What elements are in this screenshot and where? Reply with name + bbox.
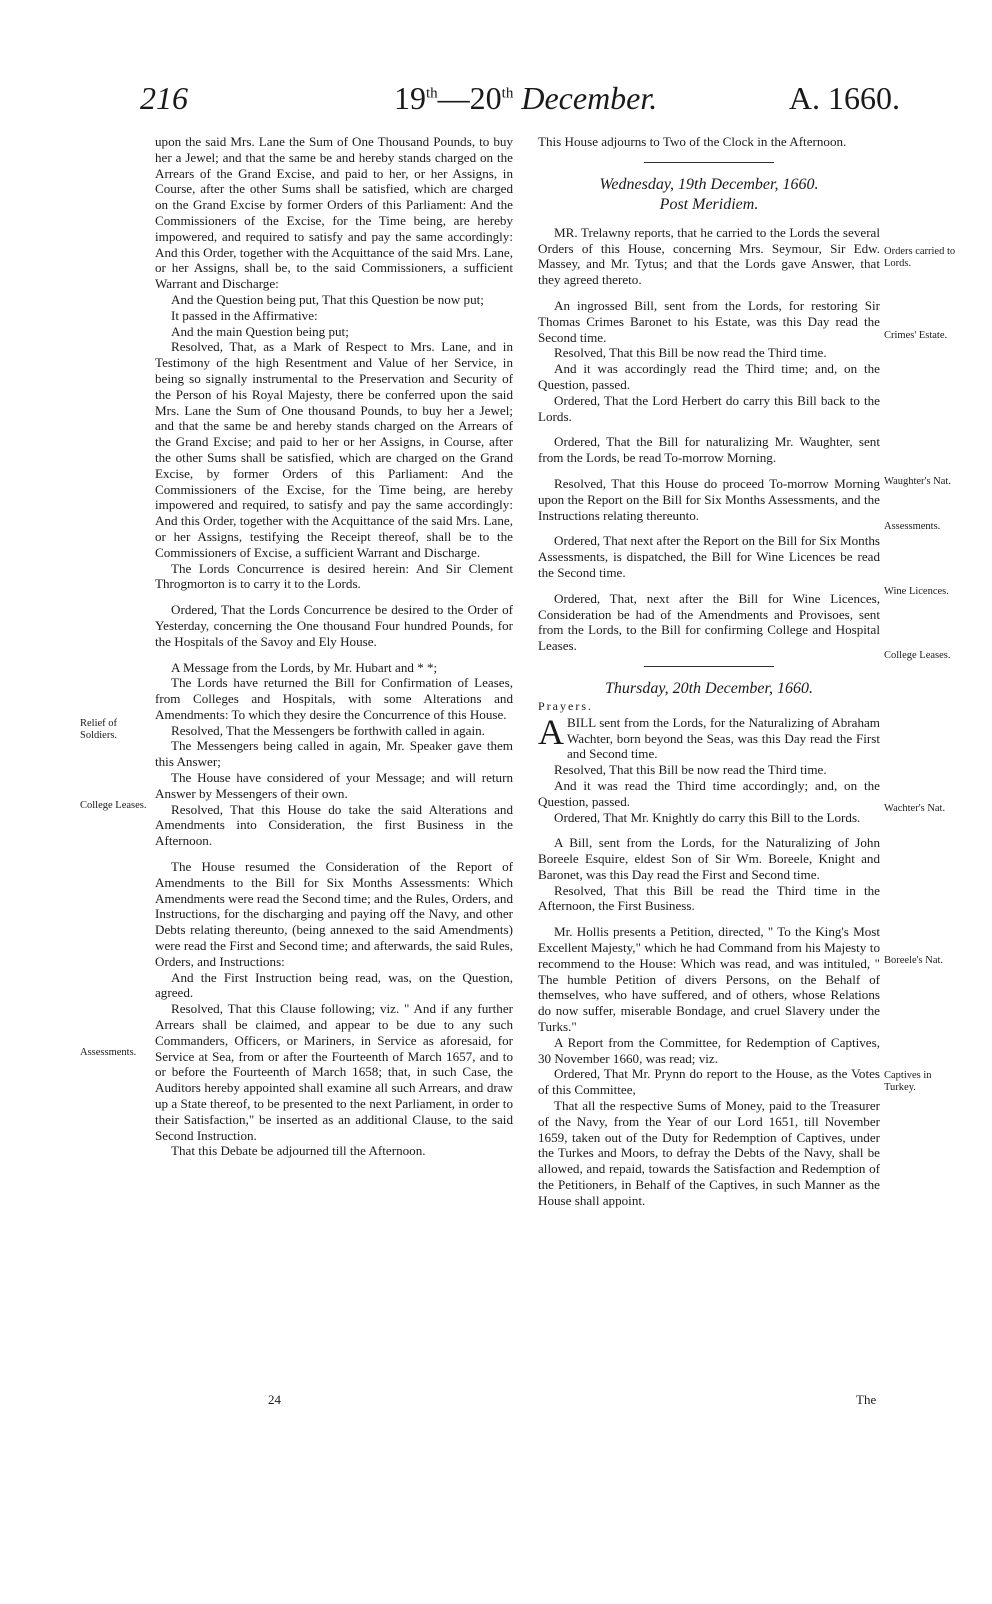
section-rule xyxy=(644,162,774,163)
paragraph-text: BILL sent from the Lords, for the Naturalizing of Abraham Wachter, born beyond the Seas, was this Day read the First and Second time. xyxy=(567,714,880,762)
date-day-2: 20 xyxy=(469,80,502,116)
catchword: The xyxy=(856,1392,877,1407)
paragraph: And the main Question being put; xyxy=(171,323,349,339)
paragraph: Ordered, That Mr. Prynn do report to the House, as the Votes of this Committee, xyxy=(538,1066,880,1098)
margin-note: Relief of Soldiers. xyxy=(80,718,118,741)
margin-note: Assessments. xyxy=(80,1047,137,1058)
header-dates xyxy=(394,80,657,117)
paragraph: And it was read the Third time accordingly; and, on the Question, passed. xyxy=(538,777,880,809)
paragraph: MR. Trelawny reports, that he carried to the Lords the several Orders of this House, concerning Mrs. Seymour, Sir Edw. Massey, and Mr. Tytus; and that the Lords gave Answer, that they agreed thereto. xyxy=(538,224,880,288)
sitting-heading: Wednesday, 19th December, 1660. xyxy=(599,175,819,193)
paragraph: It passed in the Affirmative: xyxy=(171,307,318,323)
paragraph: Resolved, That this Bill be read the Third time in the Afternoon, the First Business. xyxy=(538,882,880,914)
paragraph: The House resumed the Consideration of the Report of Amendments to the Bill for Six Months Assessments: Which Amendments were read the Second time; and the Rules, Orders, and Instructions, for the discharging and paying off the Navy, and other Debts relating thereunto, (being annexed to the said Amendments) were read the First and Second time; and afterwards, the said Rules, Orders, and Instructions: xyxy=(155,859,513,969)
right-column xyxy=(538,134,880,1209)
paragraph: Resolved, That this Bill be now read the Third time. xyxy=(554,762,827,778)
paragraph: A Message from the Lords, by Mr. Hubart and * *; xyxy=(171,659,438,675)
date-day-1: 19 xyxy=(394,80,426,116)
paragraph: That all the respective Sums of Money, paid to the Treasurer of the Navy, from the Year of our Lord 1651, till November 1659, taken out of the Duty for Redemption of Captives, under the Turkes and Moors, to defray the Debts of the Navy, shall be allowed, and repaid, towards the Satisfaction and Redemption of the Petitioners, in Behalf of the Captives, in such Manner as the House shall appoint. xyxy=(538,1098,880,1208)
paragraph: Mr. Hollis presents a Petition, directed, " To the King's Most Excellent Majesty," which he had Command from his Majesty to recommend to the House: Which was read, and was intituled, " The humble Petition of divers Persons, on the Behalf of themselves, who have suffered, and of others, whose Relations do now suffer, miserable Bondage, and cruel Slavery under the Turks." xyxy=(538,924,880,1035)
paragraph: Ordered, That, next after the Bill for Wine Licences, Consideration be had of the Amendments and Provisoes, sent from the Lords, to the Bill for confirming College and Hospital Leases. xyxy=(538,590,880,654)
paragraph: The Messengers being called in again, Mr. Speaker gave them this Answer; xyxy=(155,738,513,770)
margin-note: Waughter's Nat. xyxy=(884,476,951,487)
paragraph: Resolved, That this House do take the said Alterations and Amendments into Consideration, the first Business in the Afternoon. xyxy=(155,801,513,849)
date-separator: — xyxy=(437,80,470,116)
date-sup-2: th xyxy=(501,85,514,102)
paragraph: And the Question being put, That this Question be now put; xyxy=(171,291,484,307)
paragraph: The House have considered of your Message; and will return Answer by Messengers of their own. xyxy=(155,770,513,801)
paragraph: Ordered, That next after the Report on the Bill for Six Months Assessments, is dispatched, the Bill for Wine Licences be read the Second time. xyxy=(538,533,880,580)
paragraph: Ordered, That the Bill for naturalizing Mr. Waughter, sent from the Lords, be read To-morrow Morning. xyxy=(538,434,880,466)
margin-note: College Leases. xyxy=(80,800,147,811)
paragraph: And the First Instruction being read, was, on the Question, agreed. xyxy=(155,969,513,1001)
paragraph: Resolved, That, as a Mark of Respect to Mrs. Lane, and in Testimony of the high Resentment and Value of her Service, in being so signally instrumental to the Preservation and Security of the Person of his Royal Majesty, there be conferred upon the said Mrs. Lane the Sum of One thousand Pounds, to buy her a Jewel; and that the same be and hereby stands charged on the Arrears of the Grand Excise; and paid to her or her Assigns, in Course, after the other Sums shall be satisfied, which are charged on the Grand Excise, by former Orders of this Parliament: And the Commissioners of the Excise, for the Time being, are hereby impowered and required, to satisfy and pay the same accordingly: And this Order, together with the Acquittance of the said Mrs. Lane, or her Assigns, testifying the Receipt thereof, shall be to the Commissioners of Excise, a sufficient Warrant and Discharge. xyxy=(155,339,513,560)
paragraph: An ingrossed Bill, sent from the Lords, for restoring Sir Thomas Crimes Baronet to his Estate, was this Day read the Second time. xyxy=(538,297,880,345)
sitting-heading: Thursday, 20th December, 1660. xyxy=(605,679,813,697)
date-month: December. xyxy=(521,80,658,116)
paragraph: Resolved, That this House do proceed To-morrow Morning upon the Report on the Bill for Six Months Assessments, and the Instructions relating thereunto. xyxy=(538,475,880,523)
paragraph: This House adjourns to Two of the Clock in the Afternoon. xyxy=(538,134,847,149)
margin-note: Wachter's Nat. xyxy=(884,803,946,814)
margin-note: Captives in Turkey. xyxy=(884,1070,932,1093)
paragraph: Ordered, That the Lords Concurrence be desired to the Order of Yesterday, concerning the One thousand Four hundred Pounds, for the Hospitals of the Savoy and Ely House. xyxy=(155,602,513,649)
drop-cap: A xyxy=(538,711,564,752)
section-rule xyxy=(644,666,774,667)
paragraph: And it was accordingly read the Third time; and, on the Question, passed. xyxy=(538,361,880,392)
page-header xyxy=(140,80,900,124)
margin-note: Crimes' Estate. xyxy=(884,330,948,341)
paragraph: upon the said Mrs. Lane the Sum of One Thousand Pounds, to buy her a Jewel; and that the same be and hereby stands charged on the Arrears of the Grand Excise, and paid to her, or her Assigns, in Course, after the other Sums shall be satisfied, which are charged on the Grand Excise by former Orders of this Parliament: And the Commissioners of the Excise, for the Time being, are hereby impowered, and required to satisfy and pay the same accordingly: And this Order, together with the Acquittance of the said Mrs. Lane, or her Assigns, shall be, to the said Commissioners, a sufficient Warrant and Discharge: xyxy=(155,134,513,292)
margin-note: Boreele's Nat. xyxy=(884,955,944,966)
paragraph: Ordered, That the Lord Herbert do carry this Bill back to the Lords. xyxy=(538,392,880,424)
margin-note: Wine Licences. xyxy=(884,586,949,597)
paragraph: A Bill, sent from the Lords, for the Naturalizing of John Boreele Esquire, eldest Son of Sir Wm. Boreele, Knight and Baronet, was this Day read the First and Second time. xyxy=(538,835,880,882)
paragraph: Resolved, That the Messengers be forthwith called in again. xyxy=(171,722,485,738)
paragraph: Ordered, That Mr. Knightly do carry this Bill to the Lords. xyxy=(554,809,861,825)
date-sup-1: th xyxy=(426,85,438,102)
margin-note: Assessments. xyxy=(884,521,941,532)
paragraph xyxy=(538,711,880,762)
margin-note: College Leases. xyxy=(884,650,951,661)
paragraph: The Lords have returned the Bill for Confirmation of Leases, from Colleges and Hospitals, with some Alterations and Amendments: To which they desire the Concurrence of this House. xyxy=(155,675,513,722)
paragraph: Resolved, That this Clause following; viz. " And if any further Arrears shall be claimed, and appear to be due to any such Commanders, Officers, or Mariners, in Service as aforesaid, for Service at Sea, from or after the Fourteenth of March 1657, and to or before the Fourteenth of March 1658; that, in such Case, the Auditors hereby appointed shall examine all such Arrears, and draw up a State thereof, to be presented to the next Parliament, in order to their Satisfaction," be inserted as an additional Clause, to the said Second Instruction. xyxy=(155,1001,513,1143)
paragraph: Resolved, That this Bill be now read the Third time. xyxy=(554,345,827,361)
paragraph: A Report from the Committee, for Redemption of Captives, 30 November 1660, was read; viz. xyxy=(538,1034,880,1066)
sitting-subheading: Post Meridiem. xyxy=(659,195,759,213)
prayers-heading: Prayers. xyxy=(538,698,593,713)
signature-mark: 24 xyxy=(268,1392,281,1407)
paragraph: The Lords Concurrence is desired herein: And Sir Clement Throgmorton is to carry it to the Lords. xyxy=(155,560,513,592)
header-year: A. 1660. xyxy=(788,80,900,116)
margin-note: Orders carried to Lords. xyxy=(884,246,956,269)
paragraph: That this Debate be adjourned till the Afternoon. xyxy=(171,1143,426,1159)
page-number: 216 xyxy=(140,80,188,116)
left-column xyxy=(155,134,513,1159)
